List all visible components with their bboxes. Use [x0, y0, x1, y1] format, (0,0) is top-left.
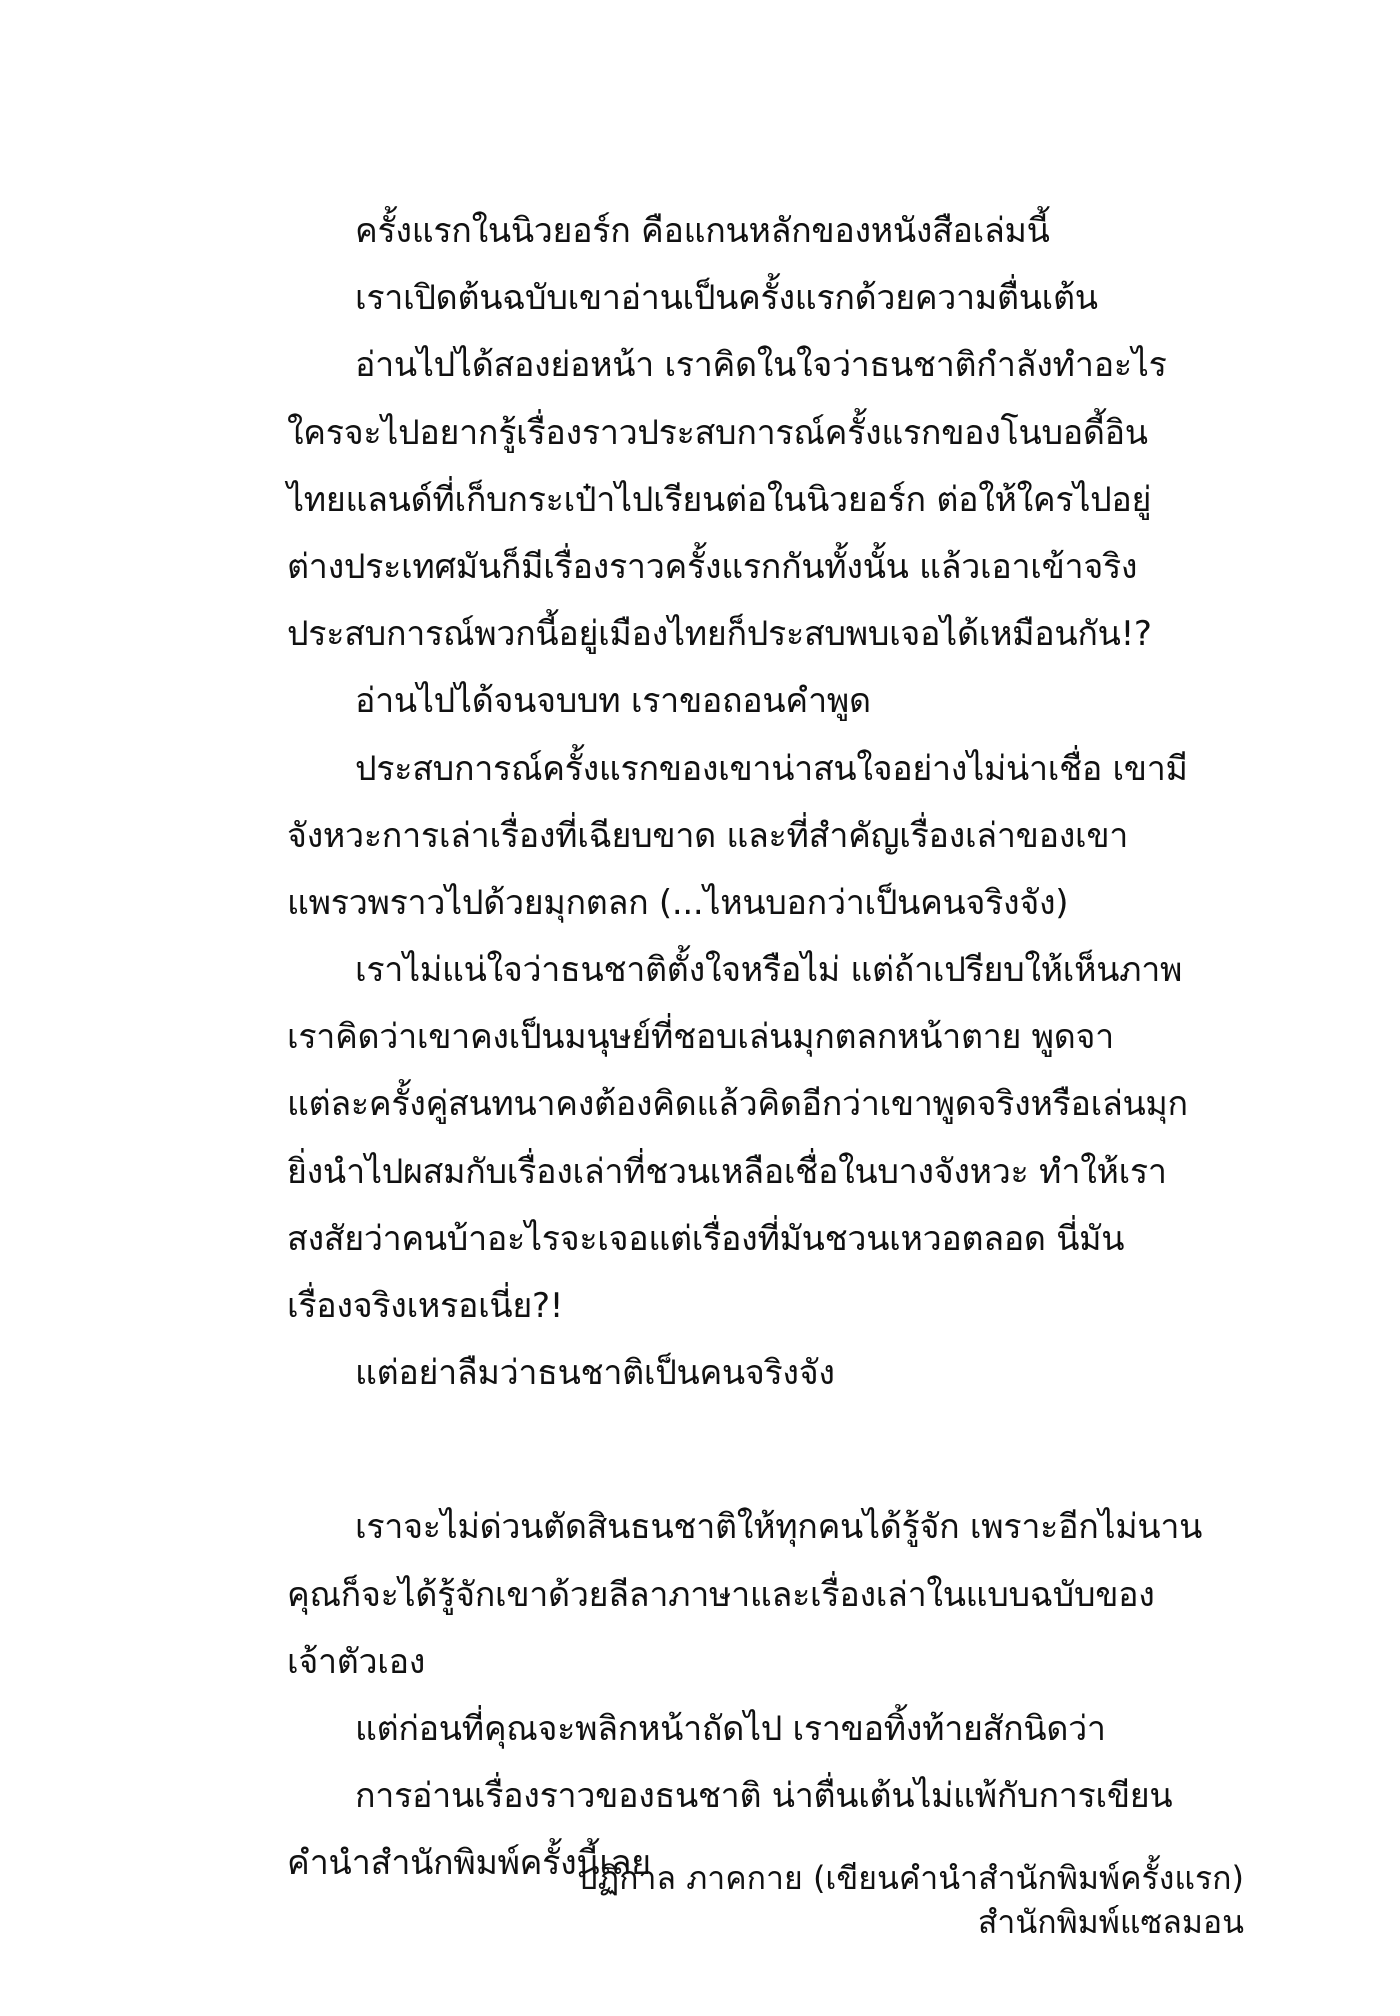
preface-body [287, 198, 1247, 1898]
signature-publisher: สำนักพิมพ์แซลมอน [977, 1903, 1244, 1941]
text-line: ต่างประเทศมันก็มีเรื่องราวครั้งแรกกันทั้งนั้น แล้วเอาเข้าจริง [287, 546, 1138, 587]
text-line: แต่ละครั้งคู่สนทนาคงต้องคิดแล้วคิดอีกว่าเขาพูดจริงหรือเล่นมุก [287, 1084, 1188, 1125]
text-line: แต่ก่อนที่คุณจะพลิกหน้าถัดไป เราขอทิ้งท้ายสักนิดว่า [355, 1708, 1106, 1749]
text-line: เราไม่แน่ใจว่าธนชาติตั้งใจหรือไม่ แต่ถ้าเปรียบให้เห็นภาพ [355, 950, 1183, 991]
text-line: จังหวะการเล่าเรื่องที่เฉียบขาด และที่สำคัญเรื่องเล่าของเขา [287, 815, 1129, 856]
text-line: คุณก็จะได้รู้จักเขาด้วยลีลาภาษาและเรื่องเล่าในแบบฉบับของ [287, 1574, 1155, 1615]
text-line: ประสบการณ์ครั้งแรกของเขาน่าสนใจอย่างไม่น่าเชื่อ เขามี [355, 748, 1188, 789]
text-line: เราจะไม่ด่วนตัดสินธนชาติให้ทุกคนได้รู้จัก เพราะอีกไม่นาน [355, 1507, 1203, 1548]
text-line: ครั้งแรกในนิวยอร์ก คือแกนหลักของหนังสือเล่มนี้ [355, 211, 1050, 251]
text-line: ยิ่งนำไปผสมกับเรื่องเล่าที่ชวนเหลือเชื่อในบางจังหวะ ทำให้เรา [287, 1151, 1167, 1192]
preface-section-1 [287, 198, 1247, 1407]
text-line: เราเปิดต้นฉบับเขาอ่านเป็นครั้งแรกด้วยความตื่นเต้น [355, 278, 1098, 319]
text-line: เราคิดว่าเขาคงเป็นมนุษย์ที่ชอบเล่นมุกตลกหน้าตาย พูดจา [287, 1017, 1114, 1058]
text-line: ประสบการณ์พวกนี้อยู่เมืองไทยก็ประสบพบเจอได้เหมือนกัน!? [287, 614, 1152, 655]
text-line: ไทยแลนด์ที่เก็บกระเป๋าไปเรียนต่อในนิวยอร์ก ต่อให้ใครไปอยู่ [287, 479, 1152, 520]
text-line: สงสัยว่าคนบ้าอะไรจะเจอแต่เรื่องที่มันชวนเหวอตลอด นี่มัน [287, 1218, 1125, 1259]
section-spacer [287, 1407, 1247, 1494]
text-line: แพรวพราวไปด้วยมุกตลก (...ไหนบอกว่าเป็นคนจริงจัง) [287, 882, 1069, 923]
signature-block [577, 1856, 1244, 1944]
text-line: แต่อย่าลืมว่าธนชาติเป็นคนจริงจัง [355, 1353, 835, 1394]
text-line: คำนำสำนักพิมพ์ครั้งนี้เลย [287, 1843, 651, 1884]
text-line: อ่านไปได้จนจบบท เราขอถอนคำพูด [355, 681, 871, 722]
text-line: เจ้าตัวเอง [287, 1641, 426, 1682]
text-line: การอ่านเรื่องราวของธนชาติ น่าตื่นเต้นไม่แพ้กับการเขียน [355, 1776, 1173, 1817]
text-line: เรื่องจริงเหรอเนี่ย?! [287, 1286, 564, 1326]
signature-author: ปฏิกาล ภาคกาย (เขียนคำนำสำนักพิมพ์ครั้งแรก) [577, 1859, 1244, 1897]
text-line: อ่านไปได้สองย่อหน้า เราคิดในใจว่าธนชาติกำลังทำอะไร [355, 345, 1167, 386]
text-line: ใครจะไปอยากรู้เรื่องราวประสบการณ์ครั้งแรกของโนบอดี้อิน [287, 412, 1148, 453]
preface-section-2 [287, 1494, 1247, 1897]
